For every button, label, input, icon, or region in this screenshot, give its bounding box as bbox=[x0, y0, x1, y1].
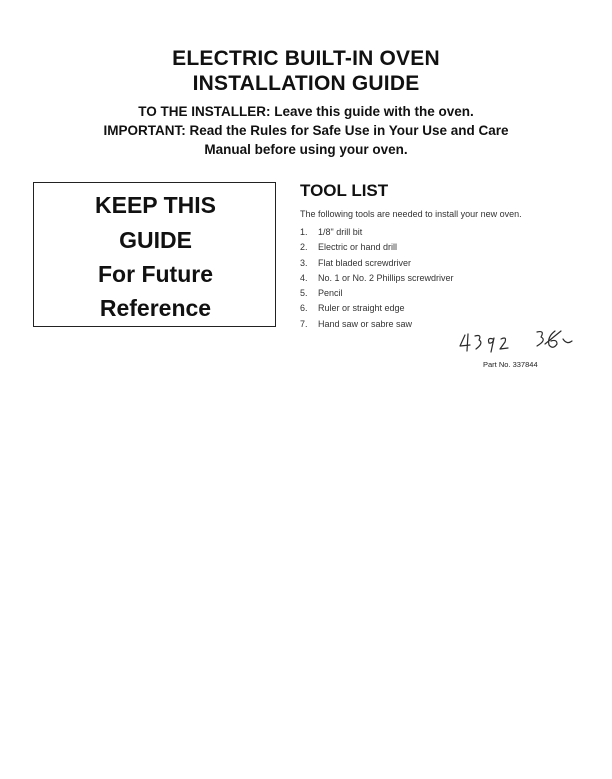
tool-list-item bbox=[300, 271, 454, 286]
tool-list-item bbox=[300, 286, 454, 301]
tool-item-text: Electric or hand drill bbox=[318, 242, 398, 253]
tool-item-text: Ruler or straight edge bbox=[318, 303, 405, 314]
tool-item-number: 2. bbox=[300, 242, 308, 253]
installer-notice: TO THE INSTALLER: Leave this guide with the oven. bbox=[138, 104, 474, 119]
keep-box-line1: KEEP THIS bbox=[95, 192, 216, 218]
tool-item-text: 1/8" drill bit bbox=[318, 227, 363, 237]
tool-list-intro: The following tools are needed to install your new oven. bbox=[300, 209, 522, 219]
tool-list-item bbox=[300, 301, 454, 316]
tool-item-number: 1. bbox=[300, 227, 308, 237]
tool-item-number: 5. bbox=[300, 288, 308, 299]
part-number: Part No. 337844 bbox=[483, 360, 538, 369]
tool-item-number: 6. bbox=[300, 303, 308, 314]
document-title-line2: INSTALLATION GUIDE bbox=[192, 72, 420, 95]
tool-item-text: Hand saw or sabre saw bbox=[318, 318, 413, 329]
important-notice-line2: Manual before using your oven. bbox=[204, 142, 408, 157]
keep-guide-box bbox=[33, 182, 276, 327]
handwritten-annotation bbox=[457, 325, 587, 357]
keep-box-line2: GUIDE bbox=[119, 227, 192, 253]
tool-item-number: 7. bbox=[300, 318, 308, 329]
tool-list-item bbox=[300, 225, 454, 240]
tool-item-text: No. 1 or No. 2 Phillips screwdriver bbox=[318, 272, 454, 283]
tool-item-number: 3. bbox=[300, 257, 308, 268]
tool-list-item bbox=[300, 256, 454, 271]
tool-item-text: Flat bladed screwdriver bbox=[318, 257, 412, 268]
keep-box-line3: For Future bbox=[98, 261, 213, 287]
tool-item-number: 4. bbox=[300, 272, 308, 283]
keep-box-line4: Reference bbox=[99, 295, 212, 321]
tool-list-item bbox=[300, 317, 454, 332]
tool-item-text: Pencil bbox=[318, 288, 343, 299]
tool-list-item bbox=[300, 240, 454, 255]
document-title-line1: ELECTRIC BUILT-IN OVEN bbox=[172, 47, 440, 70]
tool-list bbox=[300, 225, 454, 332]
important-notice-line1: IMPORTANT: Read the Rules for Safe Use in Your Use and Care bbox=[103, 123, 509, 138]
tool-list-heading: TOOL LIST bbox=[300, 181, 389, 200]
